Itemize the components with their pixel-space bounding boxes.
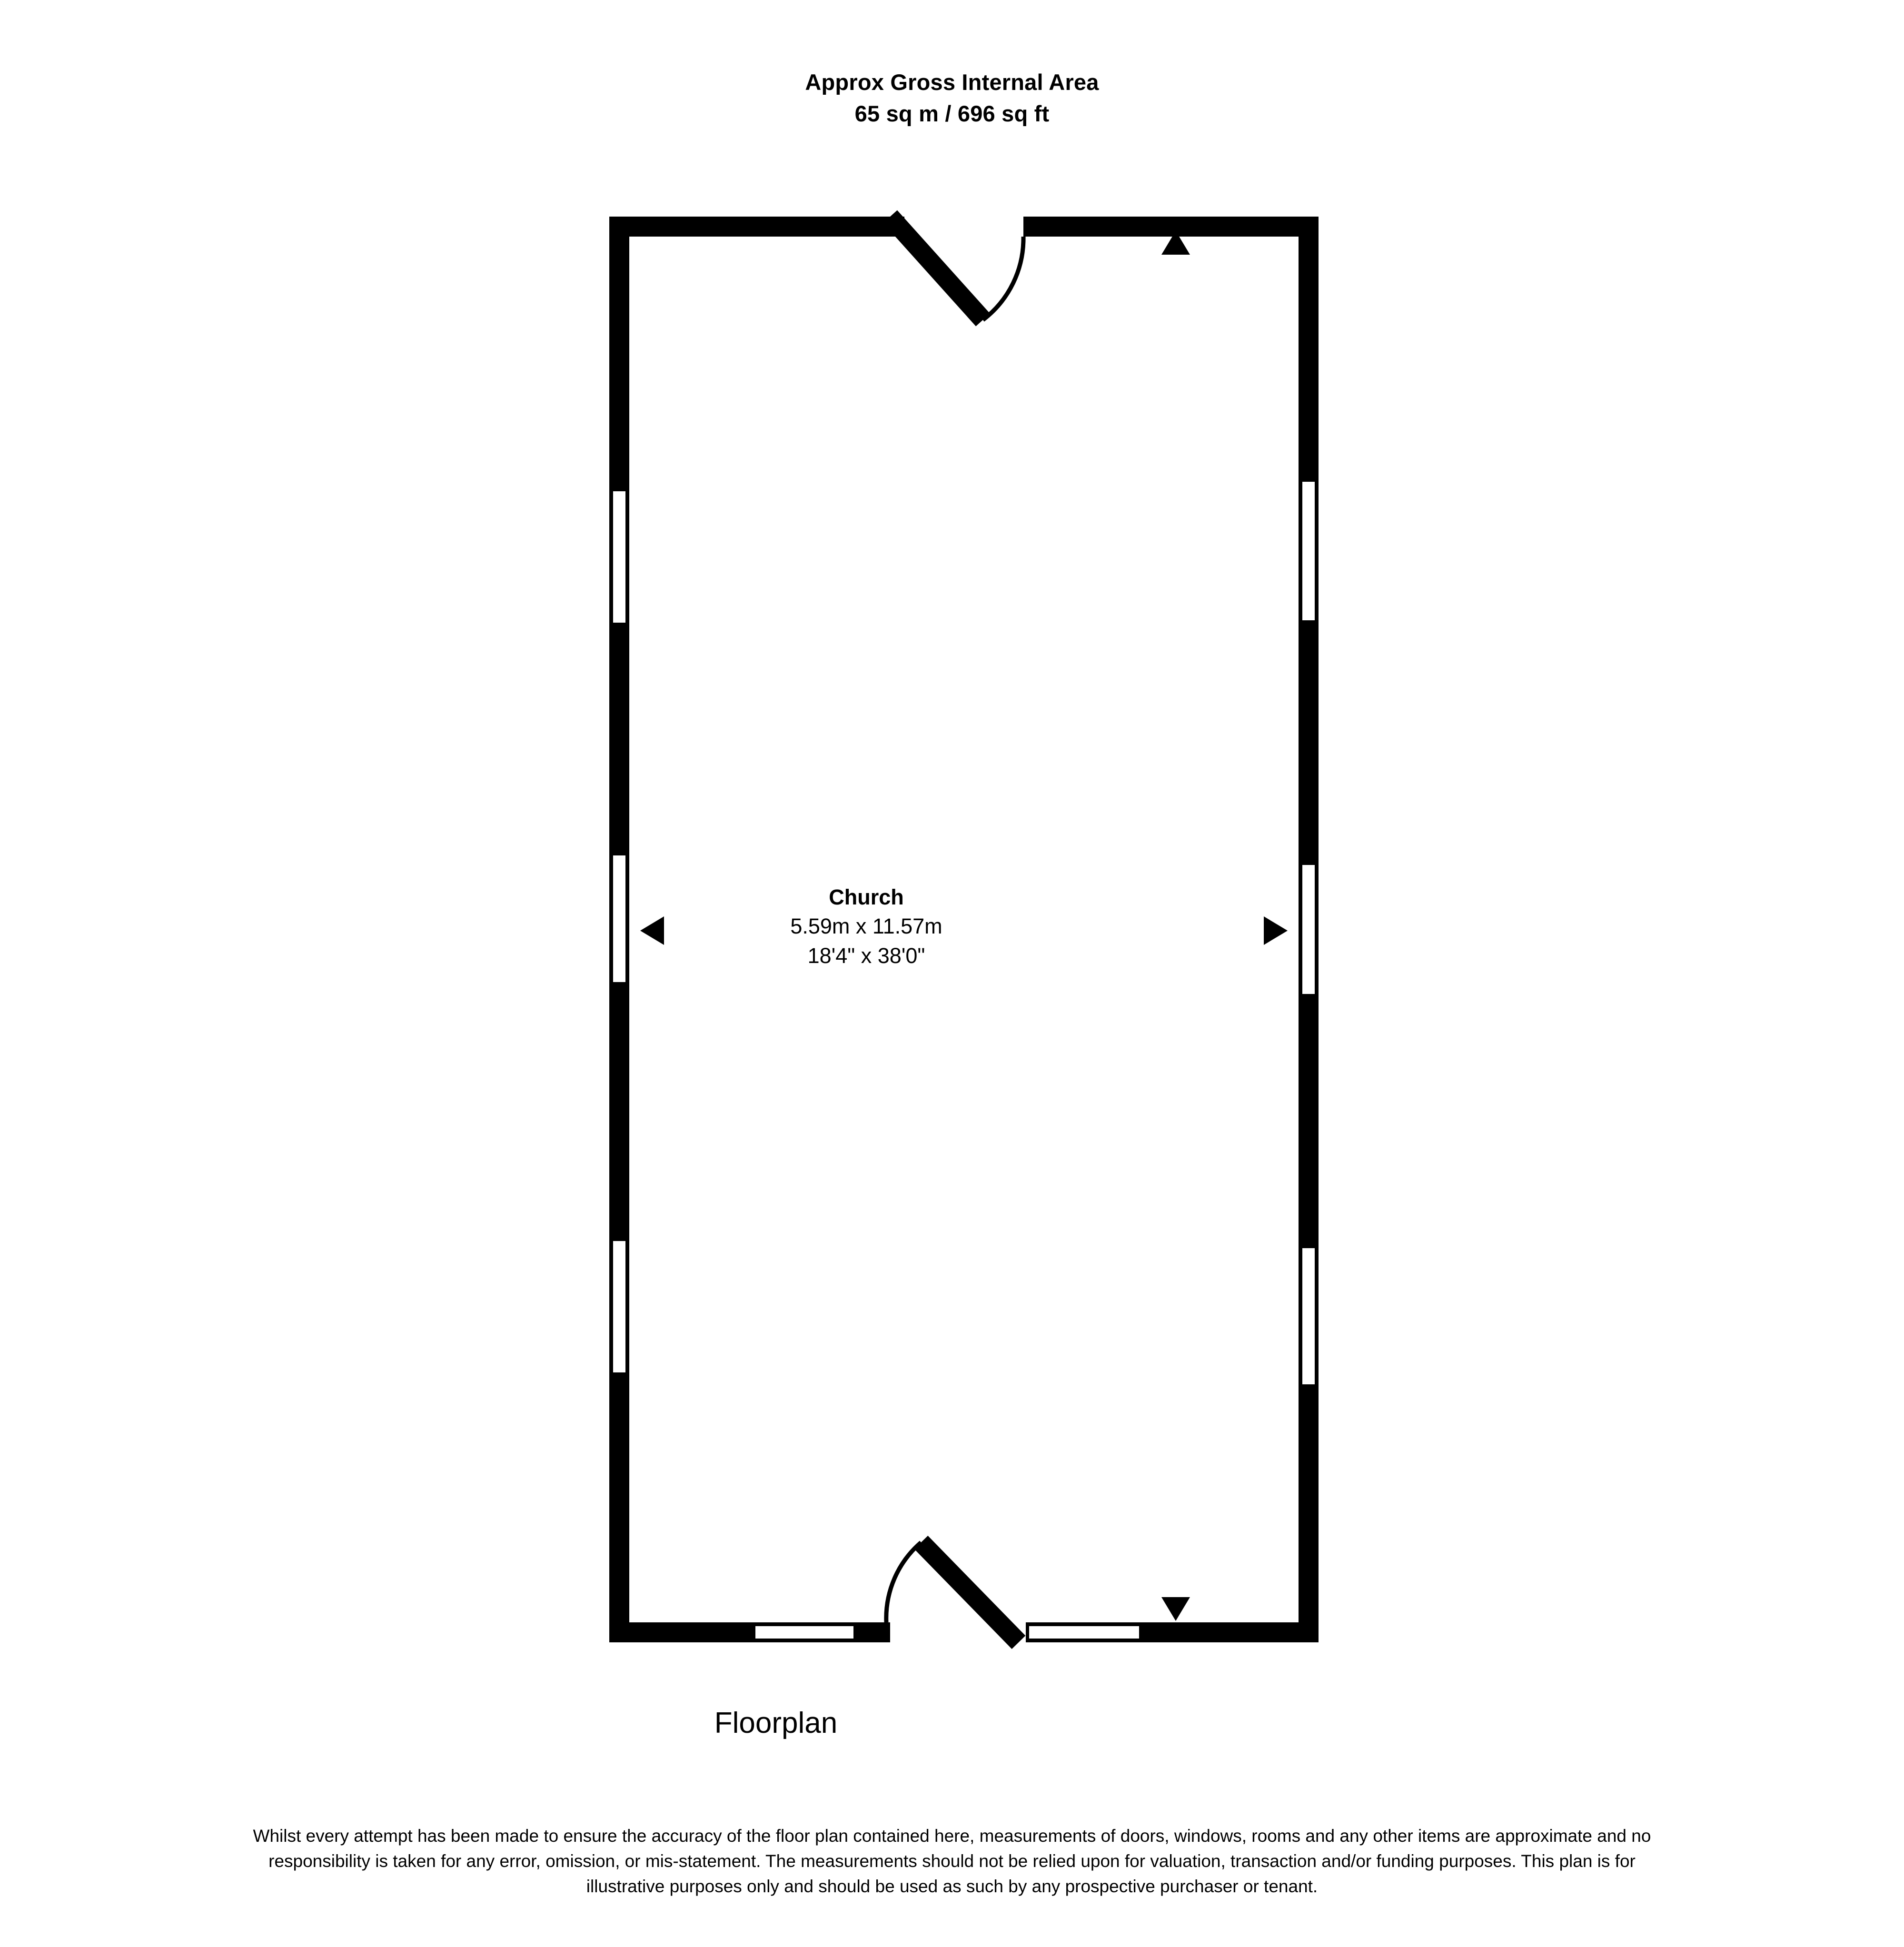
window-left-lower — [609, 1238, 629, 1376]
wall-right-4 — [1299, 1388, 1319, 1642]
gross-area-title: Approx Gross Internal Area — [805, 70, 1099, 95]
window-bottom-right — [1026, 1622, 1142, 1642]
wall-bottom-left — [609, 1622, 752, 1642]
window-bottom-left — [752, 1622, 857, 1642]
wall-left-1 — [609, 217, 629, 488]
window-right-upper — [1299, 478, 1319, 624]
window-left-upper — [609, 488, 629, 626]
wall-right-3 — [1299, 997, 1319, 1245]
wall-left-3 — [609, 985, 629, 1238]
wall-right-2 — [1299, 624, 1319, 862]
wall-left-4 — [609, 1376, 629, 1642]
wall-top-left — [609, 217, 904, 237]
wall-right-1 — [1299, 217, 1319, 478]
gross-area-value: 65 sq m / 696 sq ft — [854, 101, 1050, 126]
window-left-middle — [609, 852, 629, 985]
wall-top-right — [1023, 217, 1319, 237]
direction-marker-south-icon — [1161, 1597, 1190, 1621]
room-label-church — [676, 883, 1057, 971]
room-name: Church — [829, 885, 904, 909]
direction-marker-west-icon — [640, 916, 664, 945]
wall-bottom-right — [1142, 1622, 1319, 1642]
direction-marker-east-icon — [1264, 916, 1288, 945]
window-right-lower — [1299, 1245, 1319, 1388]
window-right-middle — [1299, 862, 1319, 997]
wall-left-2 — [609, 626, 629, 852]
room-dimensions-imperial: 18'4" x 38'0" — [807, 944, 925, 968]
disclaimer-text: Whilst every attempt has been made to ensure the accuracy of the floor plan contained here, measurements of doors, windows, rooms and any other items are approximate and no responsibility is taken for any error, omission, or mis-statement. The measurements should not be relied upon for valuation, transaction and/or funding purposes. This plan is for illustrative purposes only and should be used as such by any prospective purchaser or tenant. — [253, 1826, 1651, 1896]
room-dimensions-metric: 5.59m x 11.57m — [790, 914, 942, 938]
wall-bottom-mid-left — [857, 1622, 890, 1642]
floorplan-caption: Floorplan — [714, 1707, 838, 1739]
door-bottom — [886, 1542, 1019, 1642]
door-top — [890, 217, 1023, 320]
